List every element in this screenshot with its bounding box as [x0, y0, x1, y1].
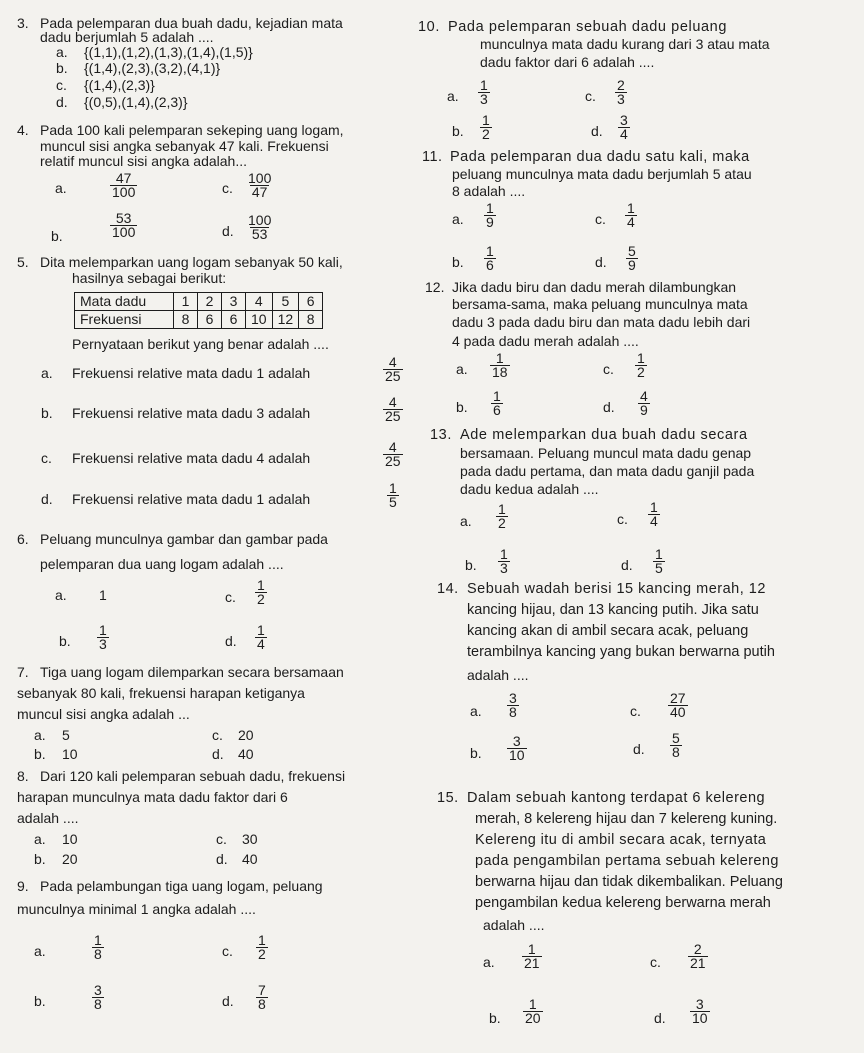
- q4-option-b-key: b.: [51, 228, 63, 244]
- table-cell: 6: [222, 311, 246, 329]
- q3-text-line2: dadu berjumlah 5 adalah ....: [40, 29, 214, 45]
- numerator: 1: [527, 941, 536, 957]
- denominator: 8: [94, 946, 102, 962]
- q3-option-d-key: d.: [56, 94, 68, 110]
- denominator: 8: [509, 704, 517, 720]
- q3-option-d: {(0,5),(1,4),(2,3)}: [84, 94, 188, 110]
- q3-option-b: {(1,4),(2,3),(3,2),(4,1)}: [84, 60, 221, 76]
- denominator: 9: [486, 214, 494, 230]
- q12-option-c-fraction: [635, 352, 647, 379]
- q6-option-b-key: b.: [59, 633, 71, 649]
- numerator: 1: [627, 200, 635, 216]
- q8-option-d-key: d.: [216, 851, 228, 867]
- denominator: 8: [672, 744, 680, 760]
- q5-option-d-fraction: [387, 482, 399, 509]
- numerator: 1: [258, 932, 266, 948]
- q14-option-d-key: d.: [633, 741, 645, 757]
- q9-option-a-key: a.: [34, 943, 46, 959]
- q4-number: 4.: [17, 122, 29, 138]
- q15-option-d-fraction: [690, 998, 710, 1025]
- q12-option-b-fraction: [491, 390, 503, 417]
- denominator: 3: [99, 636, 107, 652]
- denominator: 8: [94, 996, 102, 1012]
- q10-option-b-key: b.: [452, 123, 464, 139]
- numerator: 4: [388, 439, 397, 455]
- denominator: 4: [620, 126, 628, 142]
- numerator: 3: [620, 112, 628, 128]
- q14-option-d-fraction: [670, 732, 682, 759]
- denominator: 100: [112, 184, 136, 200]
- q4-option-a-key: a.: [55, 180, 67, 196]
- q14-text-line4: terambilnya kancing yang bukan berwarna putih: [467, 644, 775, 660]
- q11-text-line2: peluang munculnya mata dadu berjumlah 5 atau: [452, 166, 752, 182]
- table-cell: 2: [198, 293, 222, 311]
- denominator: 21: [690, 955, 706, 971]
- denominator: 100: [112, 224, 136, 240]
- q10-option-a-key: a.: [447, 88, 459, 104]
- q5-option-a: Frekuensi relative mata dadu 1 adalah: [72, 365, 311, 381]
- q3-option-b-key: b.: [56, 60, 68, 76]
- q15-option-c-key: c.: [650, 954, 661, 970]
- q10-option-b-fraction: [480, 114, 492, 141]
- q8-text-line3: adalah ....: [17, 810, 79, 826]
- denominator: 5: [655, 560, 663, 576]
- q4-option-b-fraction: [110, 212, 137, 239]
- q15-text-line2: merah, 8 kelereng hijau dan 7 kelereng kuning.: [475, 811, 778, 827]
- q6-option-c-fraction: [255, 579, 267, 606]
- q11-text-line1: Pada pelemparan dua dadu satu kali, maka: [450, 149, 750, 165]
- numerator: 1: [257, 622, 265, 638]
- table-cell: 10: [246, 311, 273, 329]
- q11-option-a-key: a.: [452, 211, 464, 227]
- q10-option-a-fraction: [478, 79, 490, 106]
- numerator: 5: [672, 730, 680, 746]
- numerator: 1: [500, 546, 508, 562]
- q13-option-a-fraction: [496, 503, 508, 530]
- q3-number: 3.: [17, 15, 29, 31]
- denominator: 4: [650, 513, 658, 529]
- q8-text-line1: Dari 120 kali pelemparan sebuah dadu, frekuensi: [40, 768, 346, 784]
- denominator: 3: [500, 560, 508, 576]
- numerator: 1: [495, 350, 504, 366]
- q13-option-c-fraction: [648, 501, 660, 528]
- q9-option-b-fraction: [92, 984, 104, 1011]
- q5-option-c-key: c.: [41, 450, 52, 466]
- denominator: 9: [640, 402, 648, 418]
- denominator: 6: [493, 402, 501, 418]
- q10-option-c-fraction: [615, 79, 627, 106]
- table-cell: 6: [299, 293, 323, 311]
- q8-option-a: 10: [62, 831, 78, 847]
- q4-text-line2: muncul sisi angka sebanyak 47 kali. Frekuensi: [40, 138, 329, 154]
- q7-option-d-key: d.: [212, 746, 224, 762]
- q9-option-d-fraction: [256, 984, 268, 1011]
- table-cell: 3: [222, 293, 246, 311]
- denominator: 18: [492, 364, 508, 380]
- q13-number: 13.: [430, 427, 452, 443]
- denominator: 53: [251, 226, 268, 242]
- numerator: 1: [480, 77, 488, 93]
- q7-text-line3: muncul sisi angka adalah ...: [17, 706, 190, 722]
- q8-option-d: 40: [242, 851, 258, 867]
- table-header-face: Mata dadu: [75, 293, 174, 311]
- q8-option-b: 20: [62, 851, 78, 867]
- q7-option-b: 10: [62, 746, 78, 762]
- q5-option-b-fraction: [383, 396, 403, 423]
- q5-number: 5.: [17, 254, 29, 270]
- q14-number: 14.: [437, 581, 459, 597]
- table-row: [75, 311, 323, 329]
- numerator: 4: [388, 354, 397, 370]
- q10-option-d-key: d.: [591, 123, 603, 139]
- denominator: 6: [486, 257, 494, 273]
- q13-text-line2: bersamaan. Peluang muncul mata dadu genap: [460, 445, 752, 461]
- q15-text-line1: Dalam sebuah kantong terdapat 6 kelereng: [467, 790, 766, 806]
- denominator: 10: [692, 1010, 708, 1026]
- table-cell: 5: [272, 293, 299, 311]
- q10-text-line3: dadu faktor dari 6 adalah ....: [480, 54, 655, 70]
- numerator: 1: [650, 499, 658, 515]
- q12-option-d-fraction: [638, 390, 650, 417]
- q14-option-b-key: b.: [470, 745, 482, 761]
- denominator: 5: [389, 494, 397, 510]
- q12-text-line1: Jika dadu biru dan dadu merah dilambungkan: [452, 279, 737, 295]
- denominator: 47: [251, 184, 268, 200]
- q6-number: 6.: [17, 531, 29, 547]
- q14-option-c-key: c.: [630, 703, 641, 719]
- numerator: 47: [115, 170, 132, 186]
- q14-text-line5: adalah ....: [467, 667, 529, 683]
- numerator: 27: [670, 690, 686, 706]
- denominator: 25: [385, 368, 401, 384]
- denominator: 25: [385, 453, 401, 469]
- numerator: 1: [655, 546, 663, 562]
- q4-text-line3: relatif muncul sisi angka adalah...: [40, 153, 247, 169]
- denominator: 3: [480, 91, 488, 107]
- q6-option-a-key: a.: [55, 587, 67, 603]
- q9-option-c-fraction: [256, 934, 268, 961]
- q5-text-line1: Dita melemparkan uang logam sebanyak 50 kali,: [40, 254, 343, 270]
- denominator: 8: [258, 996, 266, 1012]
- denominator: 2: [482, 126, 490, 142]
- numerator: 100: [248, 170, 272, 186]
- q15-option-b-fraction: [523, 998, 543, 1025]
- q13-text-line1: Ade melemparkan dua buah dadu secara: [460, 427, 748, 443]
- q4-option-c-key: c.: [222, 180, 233, 196]
- q7-option-c-key: c.: [212, 727, 223, 743]
- q5-statement: Pernyataan berikut yang benar adalah ....: [72, 336, 329, 352]
- q4-option-d-key: d.: [222, 223, 234, 239]
- q12-option-a-key: a.: [456, 361, 468, 377]
- q3-text-line1: Pada pelemparan dua buah dadu, kejadian mata: [40, 15, 343, 31]
- q9-option-b-key: b.: [34, 993, 46, 1009]
- numerator: 100: [248, 212, 272, 228]
- q15-text-line3: Kelereng itu di ambil secara acak, ternyata: [475, 832, 767, 848]
- q3-option-a: {(1,1),(1,2),(1,3),(1,4),(1,5)}: [84, 44, 253, 60]
- q6-text-line2: pelemparan dua uang logam adalah ....: [40, 556, 284, 572]
- numerator: 1: [637, 350, 645, 366]
- q9-number: 9.: [17, 878, 29, 894]
- denominator: 40: [670, 704, 686, 720]
- q11-option-d-fraction: [626, 245, 638, 272]
- numerator: 2: [693, 941, 702, 957]
- denominator: 10: [509, 747, 525, 763]
- q12-text-line4: 4 pada dadu merah adalah ....: [452, 333, 639, 349]
- q13-option-a-key: a.: [460, 513, 472, 529]
- denominator: 2: [257, 591, 265, 607]
- denominator: 20: [525, 1010, 541, 1026]
- denominator: 3: [617, 91, 625, 107]
- denominator: 2: [637, 364, 645, 380]
- q15-text-line7: adalah ....: [483, 917, 545, 933]
- q12-text-line3: dadu 3 pada dadu biru dan mata dadu lebih dari: [452, 314, 751, 330]
- q11-number: 11.: [422, 149, 443, 165]
- numerator: 1: [257, 577, 265, 593]
- q11-option-c-key: c.: [595, 211, 606, 227]
- numerator: 1: [493, 388, 501, 404]
- q14-text-line1: Sebuah wadah berisi 15 kancing merah, 12: [467, 581, 766, 597]
- numerator: 1: [486, 200, 494, 216]
- denominator: 2: [258, 946, 266, 962]
- q15-option-b-key: b.: [489, 1010, 501, 1026]
- q13-text-line4: dadu kedua adalah ....: [460, 481, 599, 497]
- numerator: 4: [640, 388, 648, 404]
- q14-option-b-fraction: [507, 735, 527, 762]
- q8-option-b-key: b.: [34, 851, 46, 867]
- table-cell: 8: [299, 311, 323, 329]
- q6-option-b-fraction: [97, 624, 109, 651]
- q13-option-c-key: c.: [617, 511, 628, 527]
- q4-text-line1: Pada 100 kali pelemparan sekeping uang logam,: [40, 122, 344, 138]
- numerator: 1: [498, 501, 506, 517]
- q9-option-c-key: c.: [222, 943, 233, 959]
- frequency-table: [74, 292, 323, 329]
- q11-option-a-fraction: [484, 202, 496, 229]
- table-cell: 8: [174, 311, 198, 329]
- q5-option-a-fraction: [383, 356, 403, 383]
- q14-text-line3: kancing akan di ambil secara acak, peluang: [467, 623, 749, 639]
- q3-option-c-key: c.: [56, 77, 67, 93]
- q11-option-c-fraction: [625, 202, 637, 229]
- q13-text-line3: pada dadu pertama, dan mata dadu ganjil pada: [460, 463, 755, 479]
- q15-text-line4: pada pengambilan pertama sebuah kelereng: [475, 853, 779, 869]
- q6-option-d-fraction: [255, 624, 267, 651]
- q10-option-d-fraction: [618, 114, 630, 141]
- table-cell: 4: [246, 293, 273, 311]
- q12-number: 12.: [425, 279, 445, 295]
- numerator: 1: [528, 996, 537, 1012]
- table-header-frequency: Frekuensi: [75, 311, 174, 329]
- q8-option-c: 30: [242, 831, 258, 847]
- table-cell: 12: [272, 311, 299, 329]
- q4-option-a-fraction: [110, 172, 137, 199]
- denominator: 4: [627, 214, 635, 230]
- q5-option-c: Frekuensi relative mata dadu 4 adalah: [72, 450, 311, 466]
- q4-option-d-fraction: [246, 214, 273, 241]
- q10-number: 10.: [418, 19, 440, 35]
- numerator: 1: [94, 932, 102, 948]
- numerator: 4: [388, 394, 397, 410]
- q14-option-a-fraction: [507, 692, 519, 719]
- denominator: 25: [385, 408, 401, 424]
- q3-option-a-key: a.: [56, 44, 68, 60]
- q3-option-c: {(1,4),(2,3)}: [84, 77, 155, 93]
- q6-option-c-key: c.: [225, 589, 236, 605]
- numerator: 1: [482, 112, 490, 128]
- numerator: 1: [99, 622, 107, 638]
- table-cell: 6: [198, 311, 222, 329]
- q11-text-line3: 8 adalah ....: [452, 183, 526, 199]
- q5-option-d: Frekuensi relative mata dadu 1 adalah: [72, 491, 311, 507]
- numerator: 2: [617, 77, 625, 93]
- q15-text-line6: pengambilan kedua kelereng berwarna merah: [475, 895, 771, 911]
- q5-text-line2: hasilnya sebagai berikut:: [72, 270, 227, 286]
- q5-option-c-fraction: [383, 441, 403, 468]
- q12-option-d-key: d.: [603, 399, 615, 415]
- q5-option-d-key: d.: [41, 491, 53, 507]
- q10-text-line2: munculnya mata dadu kurang dari 3 atau mata: [480, 36, 770, 52]
- q5-option-a-key: a.: [41, 365, 53, 381]
- q13-option-b-key: b.: [465, 557, 477, 573]
- q7-text-line2: sebanyak 80 kali, frekuensi harapan ketiganya: [17, 685, 305, 701]
- q11-option-d-key: d.: [595, 254, 607, 270]
- numerator: 3: [94, 982, 102, 998]
- q14-text-line2: kancing hijau, dan 13 kancing putih. Jika satu: [467, 602, 759, 618]
- q14-option-c-fraction: [668, 692, 688, 719]
- q5-option-b-key: b.: [41, 405, 53, 421]
- q7-option-a-key: a.: [34, 727, 46, 743]
- q15-option-c-fraction: [688, 943, 708, 970]
- q7-option-c: 20: [238, 727, 254, 743]
- q8-text-line2: harapan munculnya mata dadu faktor dari 6: [17, 789, 288, 805]
- denominator: 9: [628, 257, 636, 273]
- denominator: 4: [257, 636, 265, 652]
- numerator: 53: [115, 210, 132, 226]
- q10-text-line1: Pada pelemparan sebuah dadu peluang: [448, 19, 727, 35]
- q13-option-d-key: d.: [621, 557, 633, 573]
- numerator: 1: [389, 480, 397, 496]
- q15-text-line5: berwarna hijau dan tidak dikembalikan. Peluang: [475, 874, 783, 890]
- q8-number: 8.: [17, 768, 29, 784]
- q9-text-line2: munculnya minimal 1 angka adalah ....: [17, 901, 256, 917]
- table-cell: 1: [174, 293, 198, 311]
- q7-number: 7.: [17, 664, 29, 680]
- q9-text-line1: Pada pelambungan tiga uang logam, peluang: [40, 878, 323, 894]
- q5-option-b: Frekuensi relative mata dadu 3 adalah: [72, 405, 311, 421]
- q6-option-d-key: d.: [225, 633, 237, 649]
- q13-option-b-fraction: [498, 548, 510, 575]
- denominator: 2: [498, 515, 506, 531]
- denominator: 21: [524, 955, 540, 971]
- numerator: 7: [258, 982, 266, 998]
- q8-option-c-key: c.: [216, 831, 227, 847]
- q12-option-c-key: c.: [603, 361, 614, 377]
- q8-option-a-key: a.: [34, 831, 46, 847]
- q14-option-a-key: a.: [470, 703, 482, 719]
- q11-option-b-fraction: [484, 245, 496, 272]
- q13-option-d-fraction: [653, 548, 665, 575]
- table-row: [75, 293, 323, 311]
- numerator: 1: [486, 243, 494, 259]
- numerator: 3: [512, 733, 521, 749]
- q10-option-c-key: c.: [585, 88, 596, 104]
- q12-text-line2: bersama-sama, maka peluang munculnya mata: [452, 296, 748, 312]
- q9-option-d-key: d.: [222, 993, 234, 1009]
- q15-option-a-key: a.: [483, 954, 495, 970]
- q12-option-b-key: b.: [456, 399, 468, 415]
- q7-text-line1: Tiga uang logam dilemparkan secara bersamaan: [40, 664, 344, 680]
- numerator: 3: [509, 690, 517, 706]
- q11-option-b-key: b.: [452, 254, 464, 270]
- q12-option-a-fraction: [490, 352, 510, 379]
- q9-option-a-fraction: [92, 934, 104, 961]
- q15-number: 15.: [437, 790, 459, 806]
- q4-option-c-fraction: [246, 172, 273, 199]
- numerator: 5: [628, 243, 636, 259]
- numerator: 3: [695, 996, 704, 1012]
- q6-text-line1: Peluang munculnya gambar dan gambar pada: [40, 531, 328, 547]
- q15-option-a-fraction: [522, 943, 542, 970]
- q7-option-d: 40: [238, 746, 254, 762]
- q15-option-d-key: d.: [654, 1010, 666, 1026]
- q6-option-a: 1: [99, 587, 107, 603]
- q7-option-b-key: b.: [34, 746, 46, 762]
- q7-option-a: 5: [62, 727, 70, 743]
